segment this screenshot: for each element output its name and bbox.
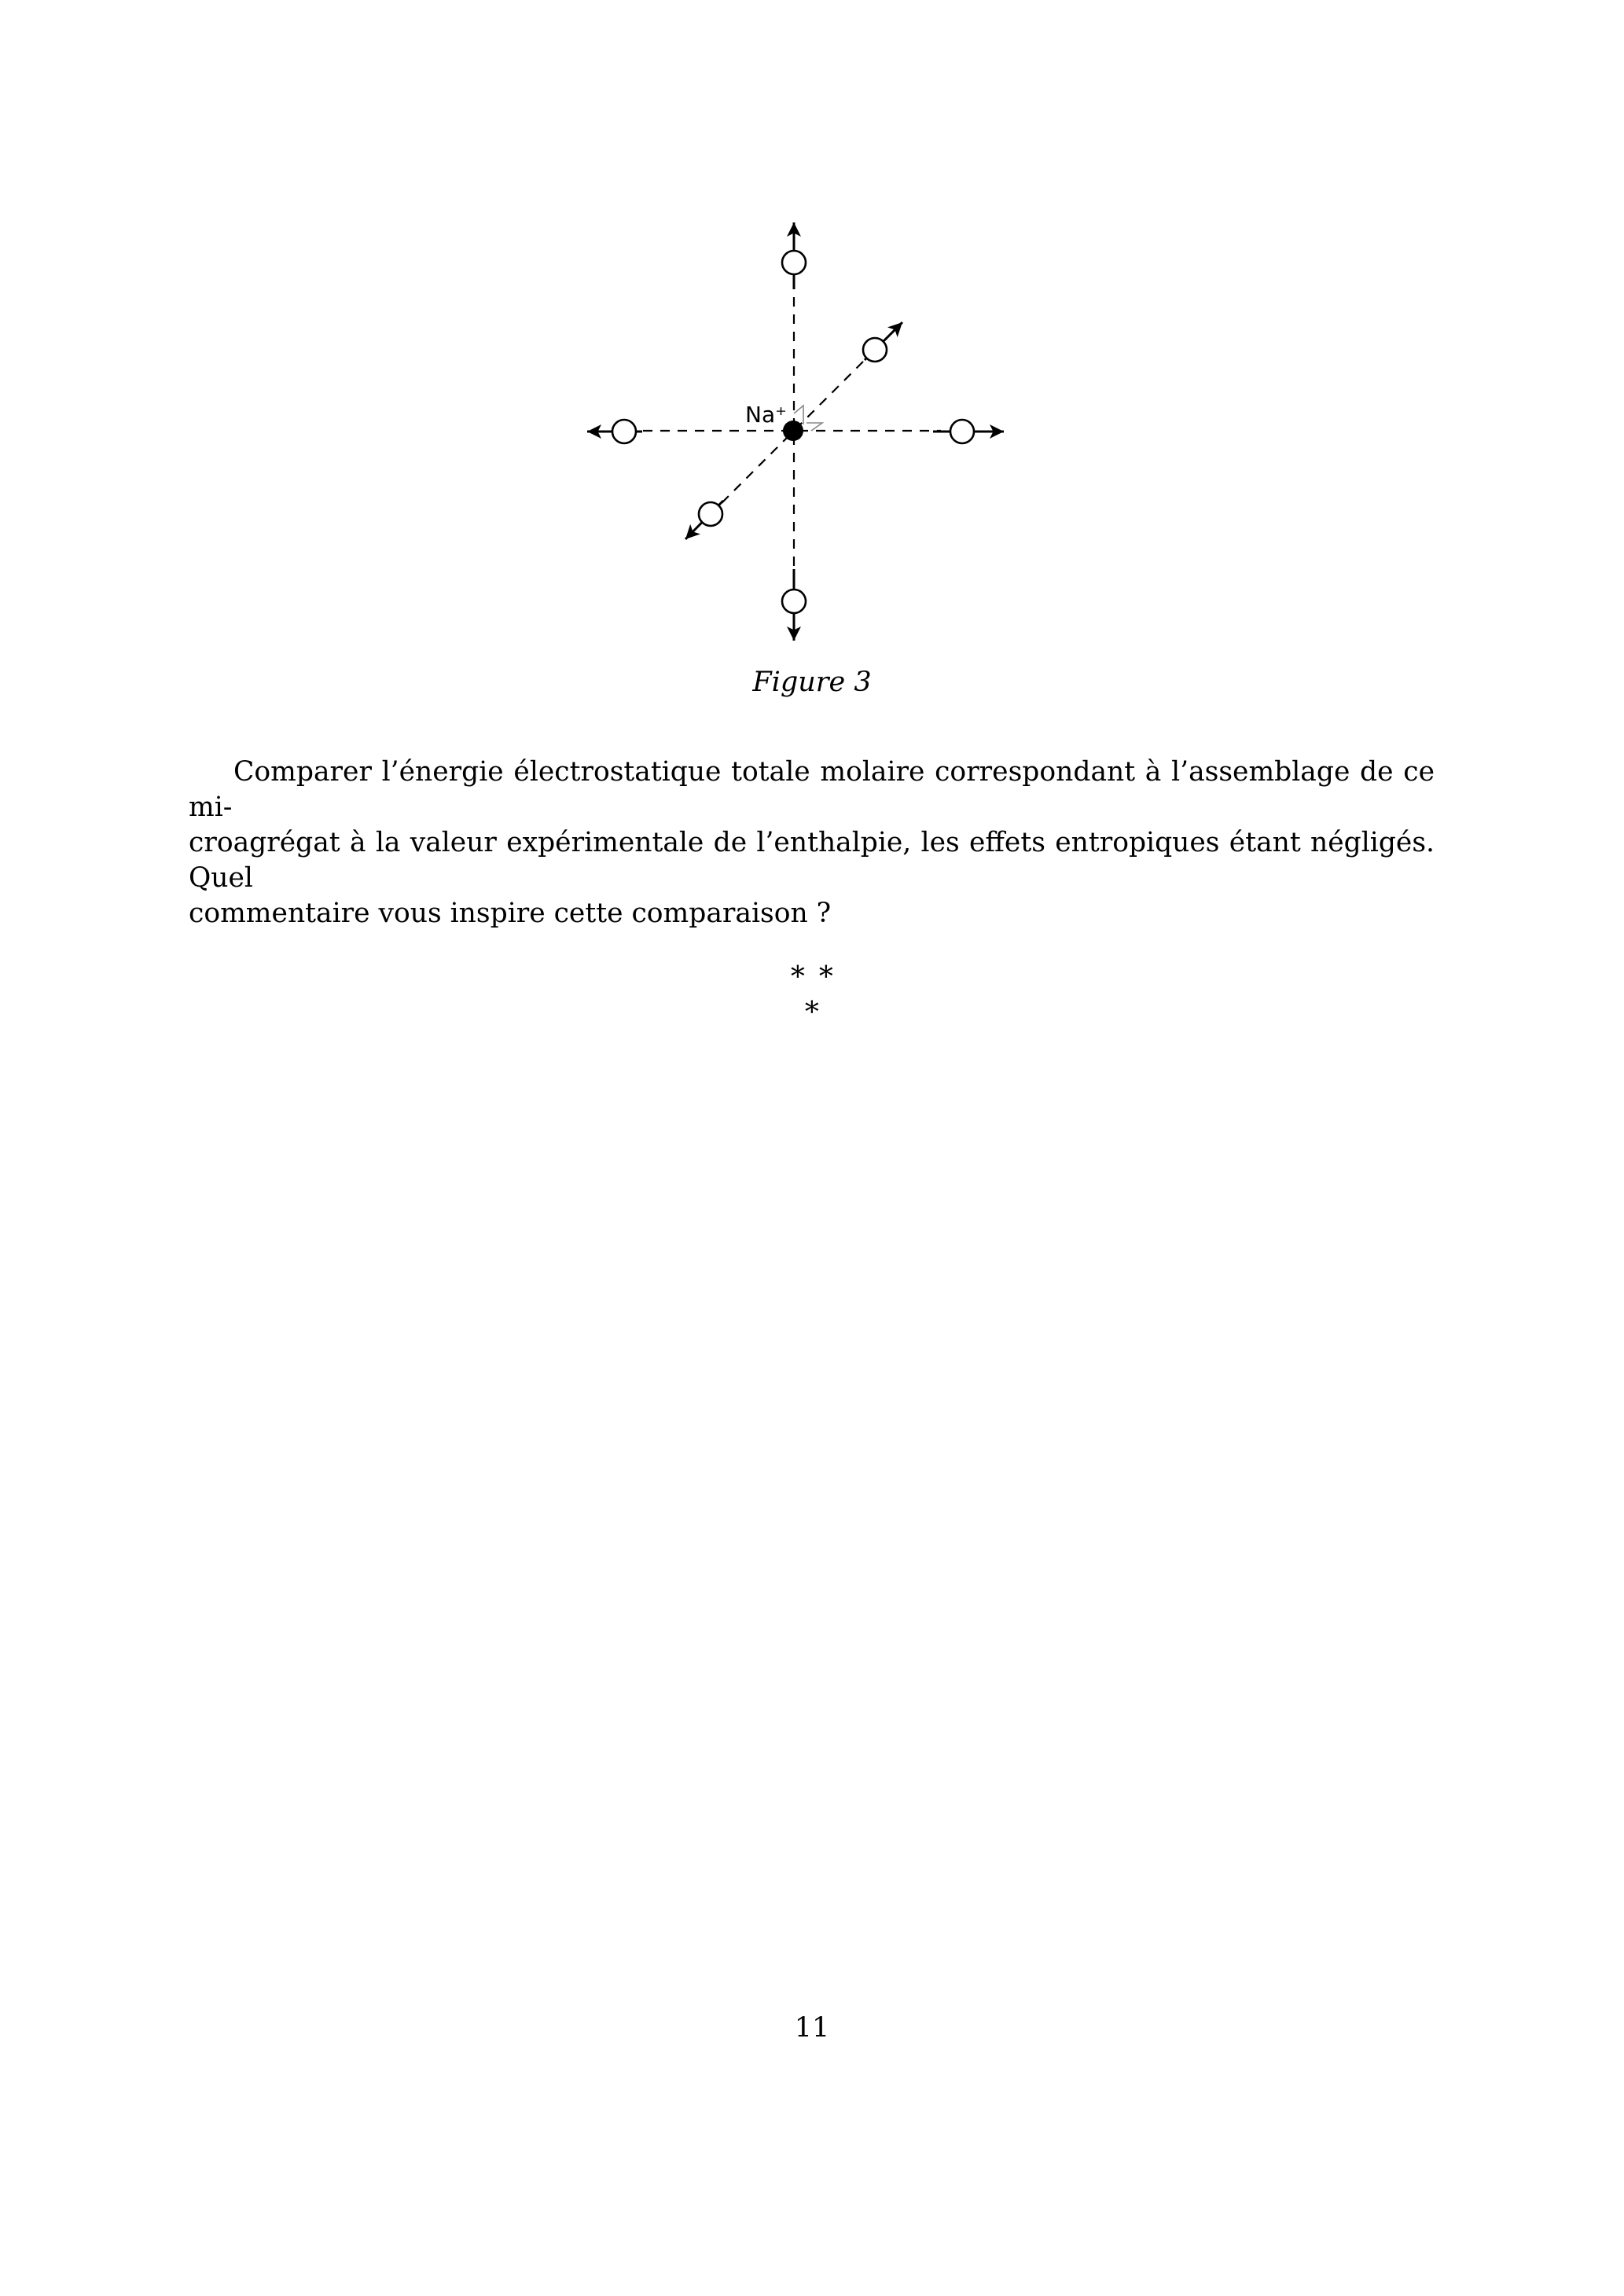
end-separator-top: ∗ ∗ bbox=[788, 955, 836, 987]
end-separator-bottom: ∗ bbox=[802, 990, 822, 1023]
ligand-lower-left bbox=[699, 502, 722, 526]
ligand-bottom bbox=[782, 590, 806, 613]
paragraph-line-1: Comparer l’énergie électrostatique totale molaire correspondant à l’assemblage de ce mi- bbox=[189, 756, 1435, 823]
question-paragraph bbox=[189, 755, 1435, 931]
octahedral-cluster-figure bbox=[550, 197, 1069, 668]
ligand-left bbox=[612, 420, 636, 443]
ligand-top bbox=[782, 251, 806, 274]
ligand-upper-right bbox=[863, 338, 887, 362]
paragraph-line-3: commentaire vous inspire cette comparaison ? bbox=[189, 898, 832, 929]
paragraph-line-2: croagrégat à la valeur expérimentale de l’enthalpie, les effets entropiques étant négligés. Quel bbox=[189, 827, 1435, 894]
figure-caption: Figure 3 bbox=[752, 667, 872, 698]
cation-label: Na⁺ bbox=[745, 402, 787, 428]
ligand-right bbox=[950, 420, 974, 443]
page-number: 11 bbox=[794, 2012, 830, 2044]
